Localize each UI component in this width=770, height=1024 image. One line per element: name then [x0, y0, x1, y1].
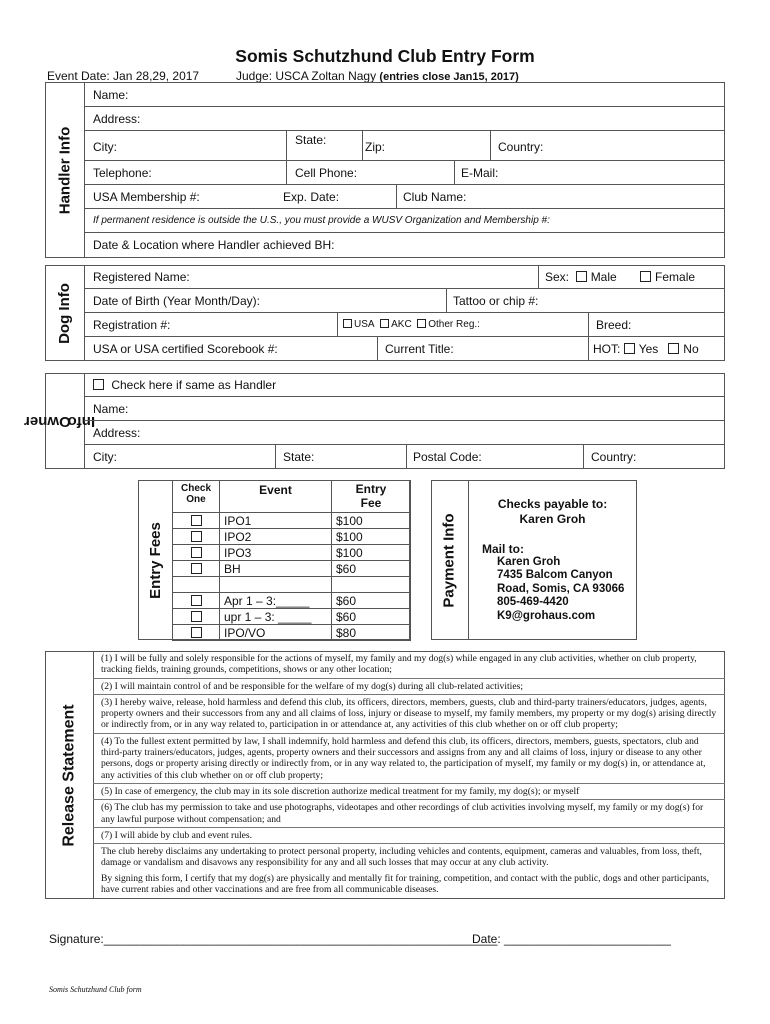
dog-tattoo-label: Tattoo or chip #:	[453, 294, 539, 308]
upr-checkbox[interactable]	[191, 611, 202, 622]
fee-cell: $100	[332, 545, 411, 561]
divider	[286, 131, 287, 161]
handler-name-row[interactable]	[84, 82, 725, 107]
handler-telephone-label: Telephone:	[93, 166, 152, 180]
mail-phone: 805-469-4420	[497, 596, 569, 609]
female-checkbox[interactable]	[640, 271, 651, 282]
dog-hot-group	[593, 342, 699, 356]
divider	[377, 337, 378, 361]
release-certification: By signing this form, I certify that my dog(s) are physically and mentally fit for training, competition, and contact with the public, dogs and other participants, have current rabies and other vaccinations and are free from all communicable diseases.	[101, 872, 709, 896]
fee-cell: $80	[332, 625, 411, 641]
release-item-4: (4) To the fullest extent permitted by law, I shall indemnify, hold harmless and defend this club, its officers, directors, members, guests, spectators, club and third-party trainers/educators, judges, agents, property owners and their successors and assigns from any and all claims of loss, injury or disease to any other persons, dogs or property arising directly or indirectly from, or in any way related to, the participation of myself, my family or my dog(s) in, or attendance at, any activities of this club whether on or off club property;	[93, 734, 725, 784]
hot-no-label: No	[683, 342, 699, 356]
apr-checkbox[interactable]	[191, 595, 202, 606]
release-item-3: (3) I hereby waive, release, hold harmless and defend this club, its officers, directors, members, guests, club and third-party trainers/educators, judges, agents, property owners and their successors from any and all claims of loss, injury or disease to myself, my family members, my property or my dog(s) arising directly or indirectly from, or in any way related to, participation in or attendance at, any activities of this club whether on or off club property;	[93, 695, 725, 734]
ipovo-checkbox[interactable]	[191, 627, 202, 638]
handler-cell-label: Cell Phone:	[295, 166, 358, 180]
divider	[406, 445, 407, 469]
event-cell: Apr 1 – 3:_____	[220, 593, 332, 609]
owner-country-label: Country:	[591, 450, 637, 464]
dog-breed-label: Breed:	[596, 318, 632, 332]
owner-address-row[interactable]	[84, 421, 725, 445]
release-item-5: (5) In case of emergency, the club may in its sole discretion authorize medical treatment for my family, my dog(s); or myself	[93, 784, 725, 800]
divider	[583, 445, 584, 469]
entries-close: (entries close Jan15, 2017)	[379, 71, 519, 83]
mail-email: K9@grohaus.com	[497, 609, 596, 622]
handler-exp-label: Exp. Date:	[283, 190, 340, 204]
owner-info-label: Owner Info	[24, 412, 96, 430]
fee-cell: $60	[332, 593, 411, 609]
dog-dob-label: Date of Birth (Year Month/Day):	[93, 294, 260, 308]
event-cell: IPO1	[220, 513, 332, 529]
judge-name: USCA Zoltan Nagy	[272, 69, 380, 83]
release-item-6: (6) The club has my permission to take and use photographs, videotapes and other recordings of club activities involving myself, my family or my dog(s) for any lawful purpose without compensation; and	[93, 800, 725, 828]
form-title: Somis Schutzhund Club Entry Form	[235, 46, 535, 66]
entry-fee-header: Entry Fee	[332, 481, 411, 513]
event-cell	[220, 577, 332, 593]
same-as-handler-label: Check here if same as Handler	[111, 378, 277, 392]
handler-city-row[interactable]	[84, 131, 725, 161]
divider	[286, 161, 287, 185]
checks-payable	[468, 497, 637, 527]
release-text	[93, 651, 725, 897]
fee-row-ipo2[interactable]	[173, 529, 411, 545]
fee-row-ipovo[interactable]	[173, 625, 411, 641]
owner-name-row[interactable]	[84, 397, 725, 421]
dog-registered-label: Registered Name:	[93, 270, 190, 284]
entry-fees-header	[173, 481, 411, 513]
handler-country-label: Country:	[498, 140, 544, 154]
event-cell: IPO3	[220, 545, 332, 561]
divider	[538, 265, 539, 289]
release-disclaimer: The club hereby disclaims any undertaking to protect personal property, including vehicles and contents, equipment, cameras and valuables, from loss, theft, damage or vandalism and disavows any responsibility for any and all such losses that may occur at any club activity.	[101, 846, 702, 869]
event-date: Event Date: Jan 28,29, 2017	[47, 69, 200, 83]
handler-email-label: E-Mail:	[461, 166, 499, 180]
hot-label: HOT:	[593, 342, 621, 356]
akc-checkbox[interactable]	[380, 319, 389, 328]
mail-to-label: Mail to:	[482, 542, 524, 556]
event-header: Event	[220, 481, 332, 513]
event-cell: IPO/VO	[220, 625, 332, 641]
dog-current-title-label: Current Title:	[385, 342, 454, 356]
fee-cell: $60	[332, 561, 411, 577]
mail-name: Karen Groh	[497, 556, 561, 568]
male-label: Male	[590, 270, 617, 284]
divider	[490, 131, 491, 161]
fee-row-empty	[173, 577, 411, 593]
divider	[588, 313, 589, 337]
usa-label: USA	[354, 319, 375, 330]
handler-city-label: City:	[93, 140, 117, 154]
male-checkbox[interactable]	[576, 271, 587, 282]
footer-text: Somis Schutzhund Club form	[49, 985, 142, 994]
mail-addr1: 7435 Balcom Canyon	[497, 569, 613, 582]
event-cell: IPO2	[220, 529, 332, 545]
judge-line	[236, 69, 519, 83]
entry-fees-table	[172, 480, 411, 641]
entry-fees-label: Entry Fees	[146, 521, 164, 599]
hot-no-checkbox[interactable]	[668, 343, 679, 354]
divider	[275, 445, 276, 469]
handler-zip-label: Zip:	[365, 140, 386, 154]
event-cell: BH	[220, 561, 332, 577]
owner-state-label: State:	[283, 450, 315, 464]
ipo1-checkbox[interactable]	[191, 515, 202, 526]
fee-row-apr[interactable]	[173, 593, 411, 609]
handler-membership-label: USA Membership #:	[93, 190, 200, 204]
other-reg-checkbox[interactable]	[417, 319, 426, 328]
owner-name-label: Name:	[93, 402, 129, 416]
fee-cell: $100	[332, 529, 411, 545]
divider	[337, 313, 338, 337]
dog-sex-label: Sex:	[545, 270, 570, 284]
owner-address-label: Address:	[93, 426, 141, 440]
owner-postal-label: Postal Code:	[413, 450, 482, 464]
fee-cell: $100	[332, 513, 411, 529]
fee-cell: $60	[332, 609, 411, 625]
fee-row-ipo3[interactable]	[173, 545, 411, 561]
same-as-handler	[93, 378, 276, 392]
handler-state-label: State:	[295, 133, 327, 147]
divider	[588, 337, 589, 361]
handler-club-label: Club Name:	[403, 190, 467, 204]
event-cell: upr 1 – 3: _____	[220, 609, 332, 625]
handler-wusv-note: If permanent residence is outside the U.S., you must provide a WUSV Organization and Membership #:	[93, 215, 550, 226]
fee-row-ipo1[interactable]	[173, 513, 411, 529]
date-line[interactable]: Date: _________________________	[472, 932, 671, 946]
female-label: Female	[655, 270, 696, 284]
check-one-header: Check One	[173, 481, 220, 513]
owner-city-label: City:	[93, 450, 117, 464]
handler-bh-label: Date & Location where Handler achieved BH:	[93, 238, 335, 252]
release-item-2: (2) I will maintain control of and be responsible for the welfare of my dog(s) during all club-related activities;	[93, 679, 725, 695]
ipo3-checkbox[interactable]	[191, 547, 202, 558]
handler-info-label: Handler Info	[56, 126, 74, 214]
divider	[362, 131, 363, 161]
mail-address	[497, 556, 624, 623]
hot-yes-checkbox[interactable]	[624, 343, 635, 354]
payee-name: Karen Groh	[519, 512, 586, 526]
bh-checkbox[interactable]	[191, 563, 202, 574]
checks-payable-label: Checks payable to:	[497, 497, 608, 511]
divider	[454, 161, 455, 185]
mail-addr2: Road, Somis, CA 93066	[497, 582, 625, 595]
dog-registration-label: Registration #:	[93, 318, 171, 332]
divider	[396, 185, 397, 209]
other-reg-label: Other Reg.:	[428, 319, 480, 330]
hot-yes-label: Yes	[638, 342, 659, 356]
same-as-handler-checkbox[interactable]	[93, 379, 104, 390]
release-item-7: (7) I will abide by club and event rules.	[93, 828, 725, 844]
ipo2-checkbox[interactable]	[191, 531, 202, 542]
dog-sex-group	[545, 270, 695, 284]
fee-cell	[332, 577, 411, 593]
judge-label: Judge:	[236, 69, 273, 83]
dog-info-label: Dog Info	[56, 282, 74, 344]
akc-label: AKC	[391, 319, 412, 330]
payment-info-label: Payment Info	[441, 512, 458, 608]
divider	[446, 289, 447, 313]
fee-row-upr[interactable]	[173, 609, 411, 625]
signature-line[interactable]: Signature:___________________________________________________________	[49, 932, 498, 946]
usa-checkbox[interactable]	[343, 319, 352, 328]
registry-options	[343, 319, 480, 330]
handler-address-label: Address:	[93, 112, 141, 126]
release-item-1: (1) I will be fully and solely responsible for the actions of myself, my family and my dog(s) while engaged in any club activities, whether on club property, tracking fields, training grounds, competitions, shows or any other location;	[93, 651, 725, 679]
handler-name-label: Name:	[93, 88, 129, 102]
handler-phone-row[interactable]	[84, 161, 725, 185]
release-statement-label: Release Statement	[60, 703, 78, 847]
dog-scorebook-label: USA or USA certified Scorebook #:	[93, 342, 278, 356]
fee-row-bh[interactable]	[173, 561, 411, 577]
handler-address-row[interactable]	[84, 107, 725, 131]
